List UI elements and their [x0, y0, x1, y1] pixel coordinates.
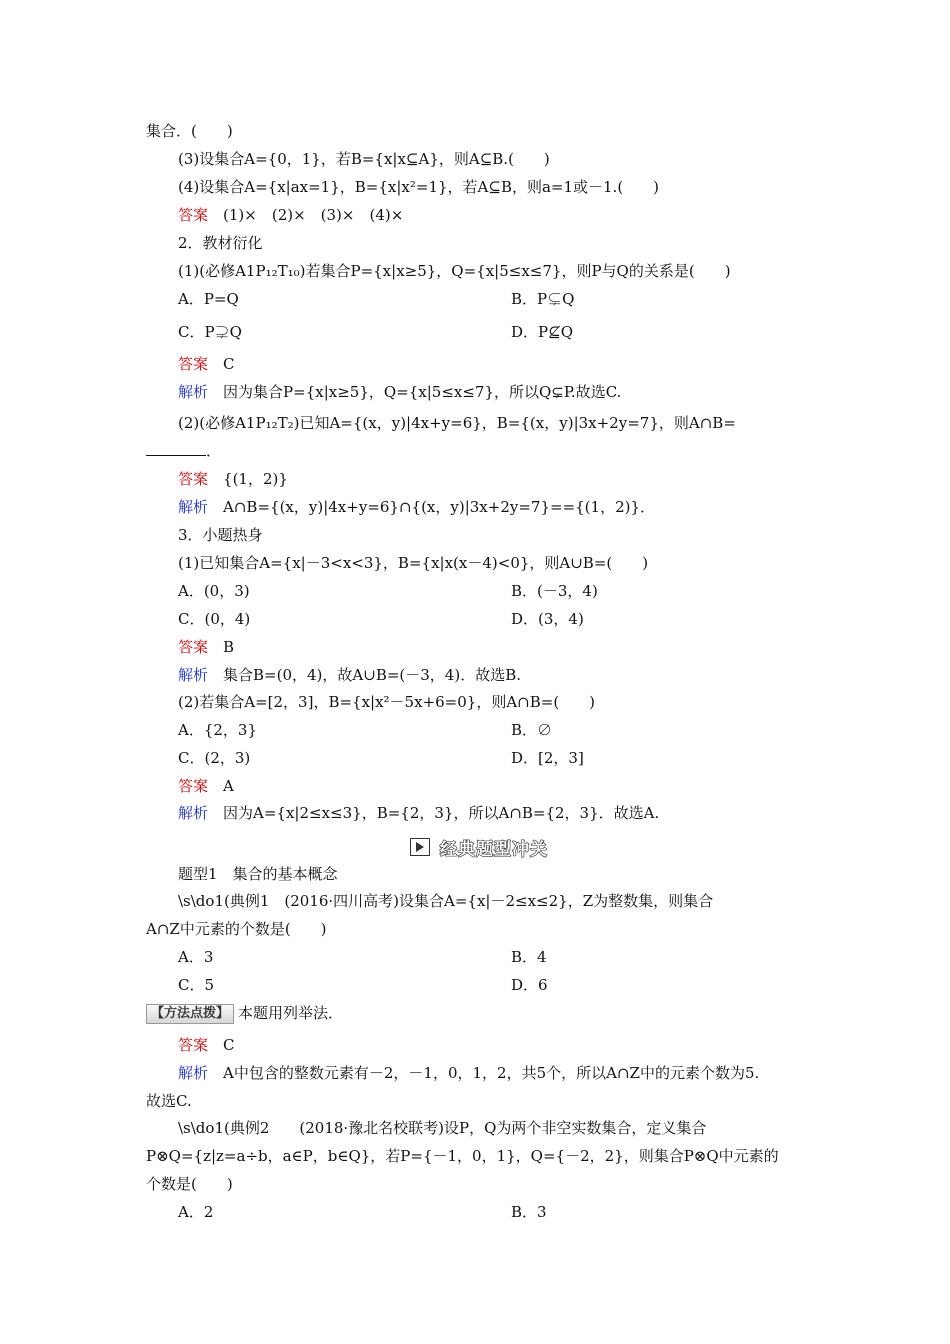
option-d: D．6: [511, 976, 548, 994]
question-text: (1)(必修A1P₁₂T₁₀)若集合P={x|x≥5}，Q={x|5≤x≤7}，则P与Q的关系是( ): [178, 262, 731, 280]
answer-label: 答案: [178, 206, 209, 224]
analysis-text: A中包含的整数元素有－2，－1，0，1，2，共5个，所以A∩Z中的元素个数为5.: [223, 1064, 760, 1082]
analysis-line: [178, 497, 655, 517]
option-a: A．2: [178, 1203, 214, 1221]
option-b: B．∅: [511, 721, 553, 739]
option-c: C．P⊋Q: [178, 323, 242, 341]
answer-line: [178, 205, 403, 225]
analysis-label: 解析: [178, 1064, 209, 1082]
text-line: (4)设集合A={x|ax=1}，B={x|x²=1}，若A⊆B，则a=1或－1.( ): [178, 178, 660, 196]
example-text: P⊗Q={z|z=a÷b，a∈P，b∈Q}，若P={－1，0，1}，Q={－2，2}，则集合P⊗Q中元素的: [146, 1147, 779, 1165]
section-banner: [410, 835, 548, 859]
banner-title: 经典题型冲关: [440, 839, 548, 860]
option-a: A．(0，3): [178, 582, 250, 600]
analysis-text: 因为A={x|2≤x≤3}，B={2，3}，所以A∩B={2，3}．故选A.: [223, 804, 660, 822]
answer-label: 答案: [178, 1036, 209, 1054]
option-d: D．(3，4): [511, 610, 584, 628]
option-a: A．{2，3}: [178, 721, 258, 739]
option-a: A．3: [178, 948, 214, 966]
example-text: A∩Z中元素的个数是( ): [146, 920, 327, 938]
answer-label: 答案: [178, 355, 209, 373]
option-b: B．(－3，4): [511, 582, 598, 600]
answer-line: [178, 354, 235, 374]
analysis-line: [178, 382, 621, 402]
analysis-label: 解析: [178, 804, 209, 822]
answer-line: [178, 1035, 235, 1055]
method-tip-badge: 【方法点拨】: [146, 1004, 234, 1024]
option-a: A．P=Q: [178, 290, 239, 308]
analysis-label: 解析: [178, 498, 209, 516]
analysis-text: A∩B={(x，y)|4x+y=6}∩{(x，y)|3x+2y=7}=={(1，2)}．: [223, 498, 656, 516]
answer-label: 答案: [178, 777, 209, 795]
analysis-text: 因为集合P={x|x≥5}，Q={x|5≤x≤7}，所以Q⊊P.故选C.: [223, 383, 622, 401]
topic-heading: 题型1 集合的基本概念: [178, 865, 338, 883]
question-text: (1)已知集合A={x|－3<x<3}，B={x|x(x－4)<0}，则A∪B=( ): [178, 554, 649, 572]
answer-blank: [146, 441, 206, 456]
analysis-label: 解析: [178, 666, 209, 684]
option-b: B．4: [511, 948, 547, 966]
option-d: D．P⊈Q: [511, 323, 573, 341]
option-d: D．[2，3]: [511, 749, 584, 767]
answer-line: [178, 637, 234, 657]
analysis-line: [178, 665, 521, 685]
question-text: (2)若集合A=[2，3]，B={x|x²－5x+6=0}，则A∩B=( ): [178, 693, 596, 711]
text-line: 集合．( ): [146, 122, 233, 140]
analysis-line: [178, 1063, 759, 1083]
answer-text: (1)× (2)× (3)× (4)×: [223, 206, 404, 224]
text-line: (3)设集合A={0，1}，若B={x|x⊆A}，则A⊆B.( ): [178, 150, 550, 168]
play-icon: [410, 838, 430, 856]
question-text: (2)(必修A1P₁₂T₂)已知A={(x，y)|4x+y=6}，B={(x，y)|3x+2y=7}，则A∩B=: [178, 414, 736, 432]
section-heading: 2．教材衍化: [178, 234, 263, 252]
option-c: C．(0，4): [178, 610, 251, 628]
answer-label: 答案: [178, 638, 209, 656]
option-b: B．P⊊Q: [511, 290, 575, 308]
section-heading: 3．小题热身: [178, 526, 263, 544]
answer-text: A: [223, 777, 234, 795]
answer-text: B: [223, 638, 235, 656]
answer-line: [178, 469, 288, 489]
text-line: 故选C.: [146, 1092, 192, 1110]
option-c: C．5: [178, 976, 215, 994]
method-tip-text: 本题用列举法．: [238, 1004, 344, 1022]
example-text: \s\do1(典例2 (2018·豫北名校联考)设P，Q为两个非空实数集合，定义集合: [178, 1119, 707, 1137]
example-text: 个数是( ): [146, 1175, 233, 1193]
answer-label: 答案: [178, 470, 209, 488]
answer-text: C: [223, 355, 235, 373]
analysis-line: [178, 803, 659, 823]
answer-text: C: [223, 1036, 235, 1054]
answer-text: {(1，2)}: [223, 470, 288, 488]
method-tip-line: [146, 1003, 343, 1024]
analysis-text: 集合B=(0，4)，故A∪B=(－3，4)．故选B.: [223, 666, 521, 684]
blank-period: ．: [206, 442, 222, 460]
answer-line: [178, 776, 234, 796]
option-c: C．(2，3): [178, 749, 251, 767]
analysis-label: 解析: [178, 383, 209, 401]
example-text: \s\do1(典例1 (2016·四川高考)设集合A={x|－2≤x≤2}，Z为整数集，则集合: [178, 892, 714, 910]
blank-line: [146, 441, 221, 461]
option-b: B．3: [511, 1203, 547, 1221]
